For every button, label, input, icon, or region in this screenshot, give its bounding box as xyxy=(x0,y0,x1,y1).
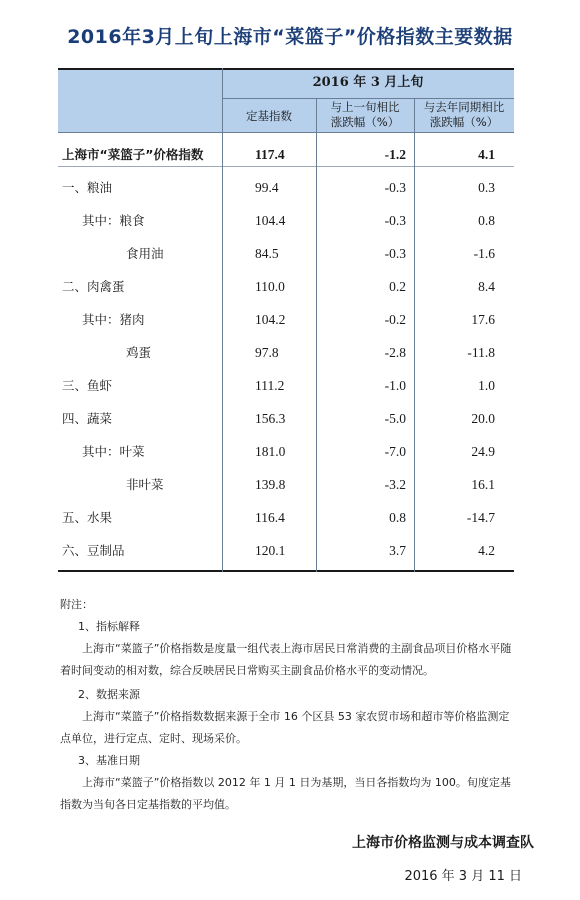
row-mom-change: 3.7 xyxy=(389,543,406,558)
table-row xyxy=(58,369,514,402)
row-base-index: 97.8 xyxy=(255,345,279,360)
row-base-index: 104.2 xyxy=(255,312,286,327)
issue-date: 2016 年 3 月 11 日 xyxy=(404,869,522,884)
notes-title: 附注： xyxy=(60,598,93,611)
row-yoy-change: 0.8 xyxy=(478,213,495,228)
row-yoy-change: 17.6 xyxy=(471,312,495,327)
row-base-index: 116.4 xyxy=(255,510,285,525)
row-yoy-change: -14.7 xyxy=(466,510,495,525)
table-top-border xyxy=(58,68,514,70)
header-divider xyxy=(222,98,514,99)
row-mom-change: -7.0 xyxy=(384,444,406,459)
row-yoy-change: 0.3 xyxy=(478,180,495,195)
note-heading: 3、基准日期 xyxy=(78,754,140,767)
period-header: 2016 年 3 月上旬 xyxy=(312,75,424,90)
table-row xyxy=(58,204,514,237)
row-base-index: 104.4 xyxy=(255,213,286,228)
row-yoy-change: 20.0 xyxy=(471,411,495,426)
row-mom-change: -5.0 xyxy=(384,411,406,426)
column-header-yoy xyxy=(414,100,514,132)
row-mom-change: -3.2 xyxy=(384,477,406,492)
row-mom-change: -0.3 xyxy=(384,246,406,261)
column-header-base-index: 定基指数 xyxy=(246,109,292,123)
row-base-index: 139.8 xyxy=(255,477,286,492)
column-header-mom-line1: 与上一旬相比 xyxy=(330,100,400,114)
row-label: 二、肉禽蛋 xyxy=(62,279,125,294)
row-label: 鸡蛋 xyxy=(126,345,152,360)
row-label: 非叶菜 xyxy=(126,477,164,492)
table-row xyxy=(58,435,514,468)
note-text: 上海市“菜篮子”价格指数是度量一组代表上海市居民日常消费的主副食品项目价格水平随着时间变动的相对数，综合反映居民日常购买主副食品价格水平的变动情况。 xyxy=(60,642,512,677)
row-label: 一、粮油 xyxy=(62,180,113,195)
row-label: 五、水果 xyxy=(62,510,113,525)
row-label: 其中：猪肉 xyxy=(82,312,145,327)
row-label: 六、豆制品 xyxy=(62,543,125,558)
issuer-signature: 上海市价格监测与成本调查队 xyxy=(352,835,534,851)
row-yoy-change: 4.1 xyxy=(478,147,495,162)
row-mom-change: -1.0 xyxy=(384,378,406,393)
table-bottom-border xyxy=(58,570,514,572)
table-row xyxy=(58,270,514,303)
row-mom-change: -0.3 xyxy=(384,180,406,195)
row-base-index: 117.4 xyxy=(255,147,285,162)
column-header-yoy-line2: 涨跌幅（%） xyxy=(429,115,499,129)
table-row-total xyxy=(58,138,514,171)
row-base-index: 99.4 xyxy=(255,180,279,195)
row-label: 其中：叶菜 xyxy=(82,444,145,459)
row-label: 食用油 xyxy=(126,246,164,261)
row-label: 上海市“菜篮子”价格指数 xyxy=(62,147,204,162)
row-yoy-change: 16.1 xyxy=(471,477,495,492)
row-mom-change: -1.2 xyxy=(384,147,406,162)
table-row xyxy=(58,336,514,369)
row-base-index: 111.2 xyxy=(255,378,285,393)
row-yoy-change: -11.8 xyxy=(467,345,495,360)
note-heading: 1、指标解释 xyxy=(78,620,140,633)
note-text: 上海市“菜篮子”价格指数数据来源于全市 16 个区县 53 家农贸市场和超市等价格监测定点单位，进行定点、定时、现场采价。 xyxy=(60,710,510,745)
row-mom-change: 0.2 xyxy=(389,279,406,294)
row-mom-change: -2.8 xyxy=(384,345,406,360)
table-row xyxy=(58,171,514,204)
table-row xyxy=(58,237,514,270)
table-row xyxy=(58,534,514,567)
row-yoy-change: 8.4 xyxy=(478,279,495,294)
row-base-index: 120.1 xyxy=(255,543,286,558)
header-bottom-rule xyxy=(58,132,514,133)
row-base-index: 156.3 xyxy=(255,411,286,426)
row-mom-change: -0.2 xyxy=(384,312,406,327)
note-heading: 2、数据来源 xyxy=(78,688,140,701)
row-mom-change: -0.3 xyxy=(384,213,406,228)
note-text: 上海市“菜篮子”价格指数以 2012 年 1 月 1 日为基期，当日各指数均为 100。旬度定基指数为当旬各日定基指数的平均值。 xyxy=(60,776,511,811)
row-label: 其中：粮食 xyxy=(82,213,145,228)
row-yoy-change: 24.9 xyxy=(471,444,495,459)
row-base-index: 181.0 xyxy=(255,444,286,459)
row-yoy-change: 4.2 xyxy=(478,543,495,558)
row-mom-change: 0.8 xyxy=(389,510,406,525)
table-row xyxy=(58,501,514,534)
price-index-table xyxy=(58,68,514,572)
column-header-yoy-line1: 与去年同期相比 xyxy=(423,100,505,114)
row-base-index: 110.0 xyxy=(255,279,285,294)
row-yoy-change: -1.6 xyxy=(473,246,495,261)
row-yoy-change: 1.0 xyxy=(478,378,495,393)
column-header-mom-line2: 涨跌幅（%） xyxy=(330,115,400,129)
row-label: 三、鱼虾 xyxy=(62,378,113,393)
column-header-mom xyxy=(316,100,414,132)
row-label: 四、蔬菜 xyxy=(62,411,113,426)
table-row xyxy=(58,303,514,336)
table-row xyxy=(58,402,514,435)
row-base-index: 84.5 xyxy=(255,246,279,261)
table-row xyxy=(58,468,514,501)
page-title: 2016年3月上旬上海市“菜篮子”价格指数主要数据 xyxy=(67,26,513,48)
